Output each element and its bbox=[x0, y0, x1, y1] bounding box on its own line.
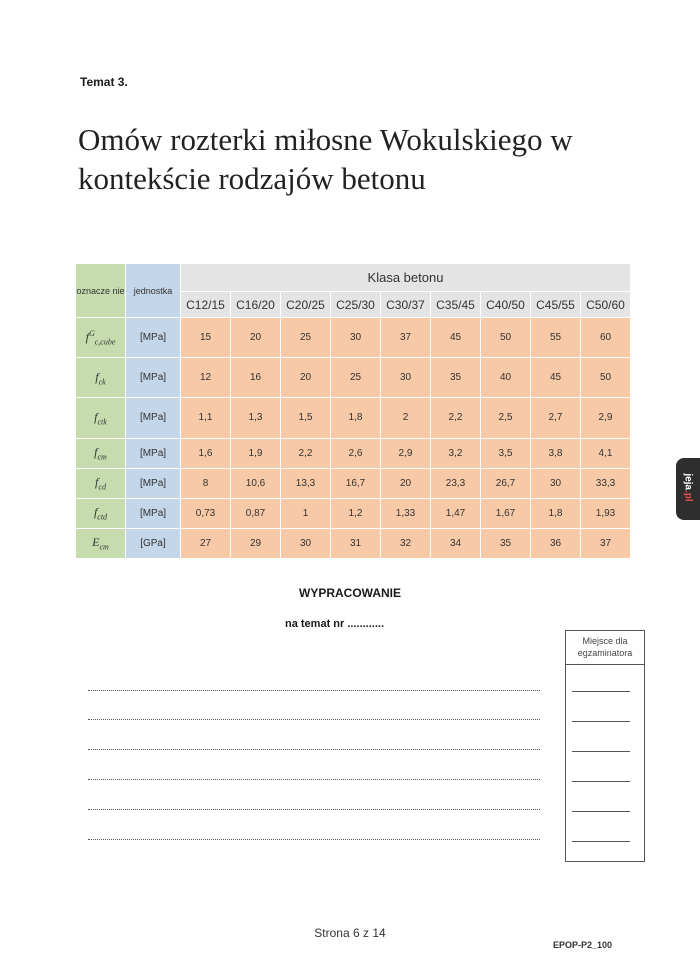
symbol-subscript: ctk bbox=[97, 417, 107, 427]
jeja-logo-tld: .pl bbox=[682, 490, 694, 502]
examiner-score-line[interactable] bbox=[572, 781, 630, 782]
class-header-cell: C45/55 bbox=[531, 292, 581, 318]
table-row bbox=[76, 528, 631, 558]
value-cell: 1,3 bbox=[231, 398, 281, 438]
answer-line[interactable] bbox=[88, 690, 540, 691]
value-cell: 1,8 bbox=[531, 498, 581, 528]
jeja-watermark-logo[interactable] bbox=[676, 458, 700, 520]
symbol-subscript: cm bbox=[99, 542, 109, 552]
class-header-cell: C30/37 bbox=[381, 292, 431, 318]
unit-cell: [GPa] bbox=[126, 528, 181, 558]
value-cell: 1,8 bbox=[331, 398, 381, 438]
value-cell: 45 bbox=[531, 358, 581, 398]
value-cell: 1,1 bbox=[181, 398, 231, 438]
symbol-letter: f bbox=[95, 474, 99, 489]
value-cell: 2,2 bbox=[431, 398, 481, 438]
unit-column-header: jednostka bbox=[126, 264, 181, 318]
symbol-cell bbox=[76, 498, 126, 528]
answer-line[interactable] bbox=[88, 719, 540, 720]
examiner-score-line[interactable] bbox=[572, 691, 630, 692]
value-cell: 37 bbox=[381, 318, 431, 358]
essay-heading: WYPRACOWANIE bbox=[299, 586, 401, 600]
answer-line[interactable] bbox=[88, 809, 540, 810]
topic-number-line: na temat nr ............ bbox=[285, 618, 385, 630]
value-cell: 50 bbox=[581, 358, 631, 398]
symbol-cell bbox=[76, 318, 126, 358]
table-row bbox=[76, 498, 631, 528]
table-row bbox=[76, 438, 631, 468]
table-row bbox=[76, 398, 631, 438]
symbol-cell bbox=[76, 358, 126, 398]
symbol-subscript: cm bbox=[97, 452, 107, 462]
value-cell: 34 bbox=[431, 528, 481, 558]
value-cell: 31 bbox=[331, 528, 381, 558]
class-header-cell: C16/20 bbox=[231, 292, 281, 318]
value-cell: 3,5 bbox=[481, 438, 531, 468]
value-cell: 40 bbox=[481, 358, 531, 398]
symbol-column-header: oznacze nie bbox=[76, 264, 126, 318]
value-cell: 13,3 bbox=[281, 468, 331, 498]
page-title: Omów rozterki miłosne Wokulskiego w kontekście rodzajów betonu bbox=[78, 122, 573, 196]
value-cell: 23,3 bbox=[431, 468, 481, 498]
value-cell: 20 bbox=[381, 468, 431, 498]
value-cell: 1,6 bbox=[181, 438, 231, 468]
value-cell: 37 bbox=[581, 528, 631, 558]
symbol-cell bbox=[76, 528, 126, 558]
symbol-cell bbox=[76, 398, 126, 438]
class-header-cell: C12/15 bbox=[181, 292, 231, 318]
examiner-score-line[interactable] bbox=[572, 721, 630, 722]
unit-cell: [MPa] bbox=[126, 438, 181, 468]
value-cell: 60 bbox=[581, 318, 631, 358]
symbol-cell bbox=[76, 438, 126, 468]
value-cell: 2,9 bbox=[581, 398, 631, 438]
symbol-subscript: cd bbox=[98, 482, 106, 492]
value-cell: 1,47 bbox=[431, 498, 481, 528]
value-cell: 10,6 bbox=[231, 468, 281, 498]
value-cell: 1,5 bbox=[281, 398, 331, 438]
value-cell: 12 bbox=[181, 358, 231, 398]
symbol-letter: f bbox=[95, 369, 99, 384]
value-cell: 8 bbox=[181, 468, 231, 498]
value-cell: 45 bbox=[431, 318, 481, 358]
exam-code: EPOP-P2_100 bbox=[553, 940, 613, 950]
unit-cell: [MPa] bbox=[126, 358, 181, 398]
value-cell: 16 bbox=[231, 358, 281, 398]
value-cell: 20 bbox=[281, 358, 331, 398]
value-cell: 26,7 bbox=[481, 468, 531, 498]
unit-cell: [MPa] bbox=[126, 398, 181, 438]
value-cell: 3,2 bbox=[431, 438, 481, 468]
value-cell: 35 bbox=[481, 528, 531, 558]
examiner-box-label: Miejsce dla egzaminatora bbox=[566, 631, 644, 665]
table-row bbox=[76, 318, 631, 358]
value-cell: 30 bbox=[531, 468, 581, 498]
value-cell: 1,2 bbox=[331, 498, 381, 528]
concrete-class-group-header: Klasa betonu bbox=[181, 264, 631, 292]
value-cell: 30 bbox=[281, 528, 331, 558]
value-cell: 0,73 bbox=[181, 498, 231, 528]
symbol-letter: f bbox=[85, 330, 89, 345]
symbol-letter: f bbox=[94, 409, 98, 424]
unit-cell: [MPa] bbox=[126, 468, 181, 498]
value-cell: 2,5 bbox=[481, 398, 531, 438]
value-cell: 35 bbox=[431, 358, 481, 398]
unit-cell: [MPa] bbox=[126, 318, 181, 358]
value-cell: 29 bbox=[231, 528, 281, 558]
value-cell: 27 bbox=[181, 528, 231, 558]
examiner-score-line[interactable] bbox=[572, 751, 630, 752]
value-cell: 1 bbox=[281, 498, 331, 528]
answer-line[interactable] bbox=[88, 839, 540, 840]
value-cell: 4,1 bbox=[581, 438, 631, 468]
examiner-score-line[interactable] bbox=[572, 841, 630, 842]
symbol-subscript: ctd bbox=[97, 512, 108, 522]
value-cell: 16,7 bbox=[331, 468, 381, 498]
table-row bbox=[76, 468, 631, 498]
value-cell: 25 bbox=[281, 318, 331, 358]
value-cell: 2 bbox=[381, 398, 431, 438]
table-row bbox=[76, 358, 631, 398]
value-cell: 1,33 bbox=[381, 498, 431, 528]
class-header-cell: C50/60 bbox=[581, 292, 631, 318]
value-cell: 55 bbox=[531, 318, 581, 358]
value-cell: 3,8 bbox=[531, 438, 581, 468]
symbol-superscript: G bbox=[88, 329, 95, 339]
jeja-logo-text: jeja bbox=[682, 473, 694, 490]
unit-cell: [MPa] bbox=[126, 498, 181, 528]
value-cell: 30 bbox=[331, 318, 381, 358]
answer-line[interactable] bbox=[88, 749, 540, 750]
value-cell: 32 bbox=[381, 528, 431, 558]
symbol-letter: E bbox=[92, 535, 100, 550]
value-cell: 20 bbox=[231, 318, 281, 358]
examiner-score-line[interactable] bbox=[572, 811, 630, 812]
value-cell: 2,7 bbox=[531, 398, 581, 438]
value-cell: 50 bbox=[481, 318, 531, 358]
symbol-letter: f bbox=[93, 505, 98, 520]
page-number: Strona 6 z 14 bbox=[314, 926, 386, 940]
value-cell: 0,87 bbox=[231, 498, 281, 528]
value-cell: 2,6 bbox=[331, 438, 381, 468]
value-cell: 30 bbox=[381, 358, 431, 398]
table-body bbox=[76, 318, 631, 559]
symbol-subscript: ck bbox=[98, 377, 106, 387]
symbol-letter: f bbox=[94, 444, 98, 459]
value-cell: 25 bbox=[331, 358, 381, 398]
temat-label: Temat 3. bbox=[80, 75, 128, 89]
examiner-box bbox=[565, 630, 645, 862]
concrete-class-table bbox=[75, 263, 631, 559]
answer-line[interactable] bbox=[88, 779, 540, 780]
value-cell: 2,2 bbox=[281, 438, 331, 468]
value-cell: 1,93 bbox=[581, 498, 631, 528]
class-header-cell: C40/50 bbox=[481, 292, 531, 318]
value-cell: 36 bbox=[531, 528, 581, 558]
symbol-subscript: c,cube bbox=[94, 337, 116, 347]
class-header-cell: C25/30 bbox=[331, 292, 381, 318]
value-cell: 33,3 bbox=[581, 468, 631, 498]
symbol-cell bbox=[76, 468, 126, 498]
class-header-cell: C20/25 bbox=[281, 292, 331, 318]
value-cell: 1,67 bbox=[481, 498, 531, 528]
value-cell: 2,9 bbox=[381, 438, 431, 468]
value-cell: 1,9 bbox=[231, 438, 281, 468]
class-header-cell: C35/45 bbox=[431, 292, 481, 318]
value-cell: 15 bbox=[181, 318, 231, 358]
